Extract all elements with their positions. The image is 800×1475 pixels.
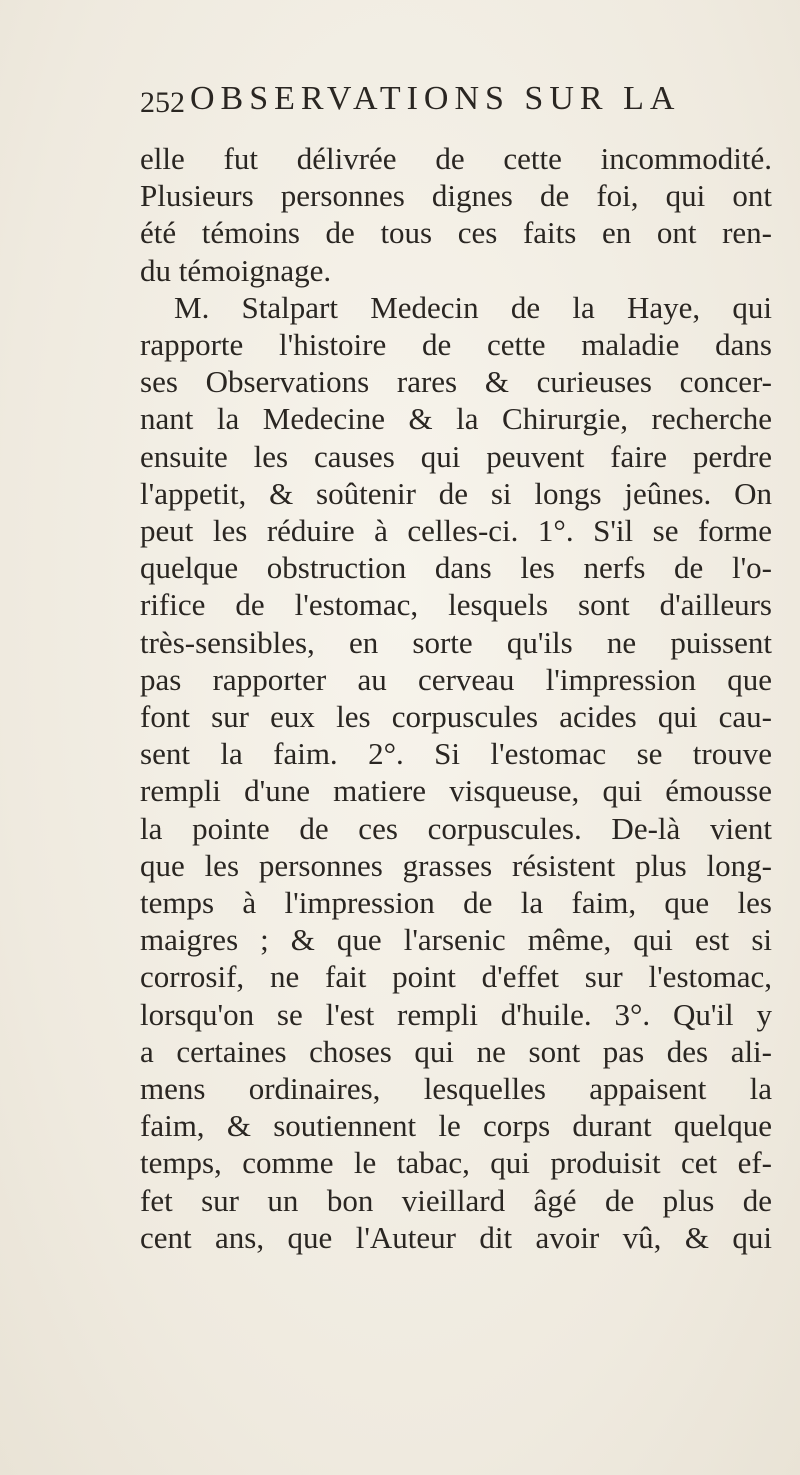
text-line: font sur eux les corpuscules acides qui cau- <box>140 699 772 735</box>
text-line: rapporte l'histoire de cette maladie dans <box>140 327 772 363</box>
page-header <box>140 80 760 128</box>
text-line: lorsqu'on se l'est rempli d'huile. 3°. Qu'il y <box>140 996 772 1032</box>
text-line: nant la Medecine & la Chirurgie, recherche <box>140 401 772 437</box>
text-line: temps, comme le tabac, qui produisit cet ef- <box>140 1145 772 1181</box>
text-line: très-sensibles, en sorte qu'ils ne puissent <box>140 624 772 660</box>
text-line: peut les réduire à celles-ci. 1°. S'il se forme <box>140 513 772 549</box>
body-text <box>140 140 772 1256</box>
text-line: M. Stalpart Medecin de la Haye, qui <box>174 289 772 325</box>
text-line: que les personnes grasses résistent plus long- <box>140 847 772 883</box>
text-line: Plusieurs personnes dignes de foi, qui ont <box>140 178 772 214</box>
text-line: ses Observations rares & curieuses concer- <box>140 364 772 400</box>
text-line: faim, & soutiennent le corps durant quelque <box>140 1108 772 1144</box>
text-line: mens ordinaires, lesquelles appaisent la <box>140 1071 772 1107</box>
text-line: maigres ; & que l'arsenic même, qui est si <box>140 922 772 958</box>
text-line: été témoins de tous ces faits en ont ren- <box>140 215 772 251</box>
text-line: ensuite les causes qui peuvent faire perdre <box>140 438 772 474</box>
text-line: corrosif, ne fait point d'effet sur l'estomac, <box>140 959 772 995</box>
text-line: elle fut délivrée de cette incommodité. <box>140 141 772 176</box>
text-line: rempli d'une matiere visqueuse, qui émousse <box>140 773 772 809</box>
text-line: cent ans, que l'Auteur dit avoir vû, & qui <box>140 1219 772 1255</box>
text-line: pas rapporter au cerveau l'impression que <box>140 661 772 697</box>
text-line: fet sur un bon vieillard âgé de plus de <box>140 1182 772 1218</box>
text-line: sent la faim. 2°. Si l'estomac se trouve <box>140 736 772 772</box>
text-line: l'appetit, & soûtenir de si longs jeûnes. On <box>140 475 772 511</box>
page-number: 252 <box>140 86 185 119</box>
text-line: rifice de l'estomac, lesquels sont d'ailleurs <box>140 587 772 623</box>
text-line: du témoignage. <box>140 252 332 288</box>
text-line: a certaines choses qui ne sont pas des ali- <box>140 1033 772 1069</box>
running-title: OBSERVATIONS SUR LA <box>190 80 681 117</box>
text-line: la pointe de ces corpuscules. De-là vient <box>140 810 772 846</box>
text-line: temps à l'impression de la faim, que les <box>140 885 772 921</box>
text-line: quelque obstruction dans les nerfs de l'o- <box>140 550 772 586</box>
